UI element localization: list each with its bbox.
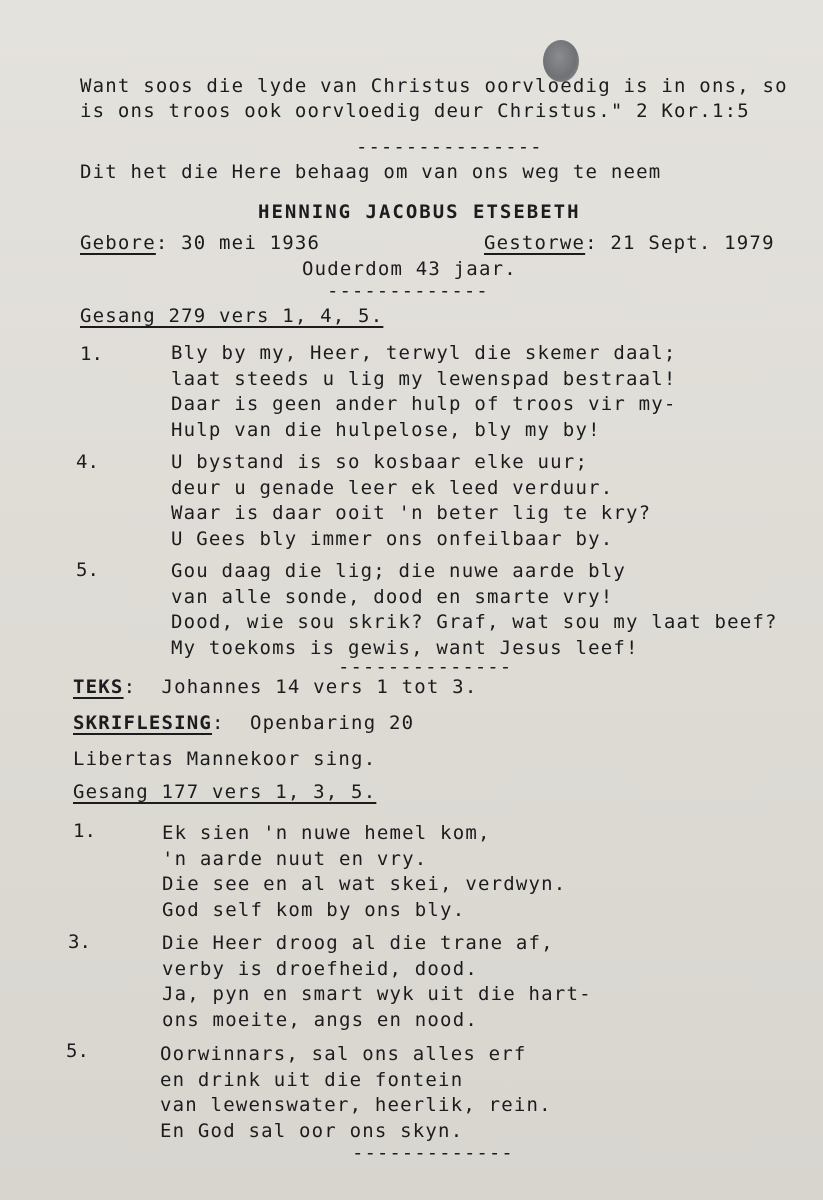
verse-line: ons moeite, angs en nood. <box>162 1008 478 1031</box>
verse-line: Daar is geen ander hulp of troos vir my- <box>171 393 677 415</box>
verse-line: Waar is daar ooit 'n beter lig te kry? <box>171 502 652 524</box>
verse-number: 3. <box>68 931 91 953</box>
verse-line: Gou daag die lig; die nuwe aarde bly <box>171 560 627 582</box>
verse-line: My toekoms is gewis, want Jesus leef! <box>171 636 639 659</box>
verse-line: Bly by my, Heer, terwyl die skemer daal; <box>171 342 677 364</box>
verse-number: 5. <box>76 559 99 581</box>
verse-line: Ek sien 'n nuwe hemel kom, <box>162 822 491 844</box>
verse-line: 'n aarde nuut en vry. <box>162 847 428 870</box>
verse-number: 1. <box>80 343 103 365</box>
verse-number: 5. <box>66 1040 89 1062</box>
age-text: Ouderdom 43 jaar. <box>302 258 517 280</box>
verse-number: 4. <box>76 451 99 473</box>
separator: --------------- <box>356 136 543 158</box>
separator: ------------- <box>327 280 489 302</box>
separator: ------------- <box>352 1142 514 1164</box>
verse-line: Die Heer droog al die trane af, <box>162 932 554 954</box>
born-row <box>80 231 320 255</box>
teks-row <box>73 675 477 699</box>
separator: -------------- <box>338 656 513 678</box>
verse-line: Die see en al wat skei, verdwyn. <box>162 873 567 895</box>
skriflesing-row <box>73 711 414 735</box>
verse-line: God self kom by ons bly. <box>162 898 466 921</box>
hymn-1-verse-4 <box>171 450 651 552</box>
teks-label: TEKS <box>73 676 124 698</box>
verse-number: 1. <box>73 820 96 842</box>
verse-line: verby is droefheid, dood. <box>162 957 478 980</box>
hymn-2-heading: Gesang 177 vers 1, 3, 5. <box>73 781 377 803</box>
died-label: Gestorwe <box>484 232 586 254</box>
verse-line: Hulp van die hulpelose, bly my by! <box>171 418 601 441</box>
skriflesing-value: : Openbaring 20 <box>212 712 415 734</box>
verse-line: En God sal oor ons skyn. <box>160 1119 464 1142</box>
died-row <box>484 231 775 255</box>
hymn-1-heading: Gesang 279 vers 1, 4, 5. <box>80 305 384 327</box>
verse-line: deur u genade leer ek leed verduur. <box>171 476 614 499</box>
verse-line: U Gees bly immer ons onfeilbaar by. <box>171 527 614 550</box>
hymn-1-verse-1 <box>171 341 677 443</box>
hymn-2-verse-5 <box>160 1042 552 1144</box>
verse-line: van alle sonde, dood en smarte vry! <box>171 585 614 608</box>
verse-line: Ja, pyn en smart wyk uit die hart- <box>162 983 592 1005</box>
deceased-name: HENNING JACOBUS ETSEBETH <box>258 201 581 223</box>
verse-line: Oorwinnars, sal ons alles erf <box>160 1043 527 1065</box>
verse-line: van lewenswater, heerlik, rein. <box>160 1094 552 1116</box>
quote-line-1: Want soos die lyde van Christus oorvloedig is in ons, so <box>80 75 788 97</box>
hymn-2-verse-1 <box>162 821 566 923</box>
intro-text: Dit het die Here behaag om van ons weg te neem <box>80 161 662 183</box>
verse-line: en drink uit die fontein <box>160 1068 464 1091</box>
choir-text: Libertas Mannekoor sing. <box>73 748 377 770</box>
skriflesing-label: SKRIFLESING <box>73 712 213 734</box>
hymn-1-verse-5 <box>171 559 778 661</box>
born-label: Gebore <box>80 232 156 254</box>
verse-line: laat steeds u lig my lewenspad bestraal! <box>171 367 677 390</box>
died-value: : 21 Sept. 1979 <box>585 232 775 254</box>
born-value: : 30 mei 1936 <box>155 232 321 254</box>
verse-line: Dood, wie sou skrik? Graf, wat sou my laat beef? <box>171 611 778 633</box>
hymn-2-verse-3 <box>162 931 592 1033</box>
teks-value: : Johannes 14 vers 1 tot 3. <box>123 676 478 698</box>
quote-line-2: is ons troos ook oorvloedig deur Christus." 2 Kor.1:5 <box>80 100 750 122</box>
verse-line: U bystand is so kosbaar elke uur; <box>171 451 589 473</box>
